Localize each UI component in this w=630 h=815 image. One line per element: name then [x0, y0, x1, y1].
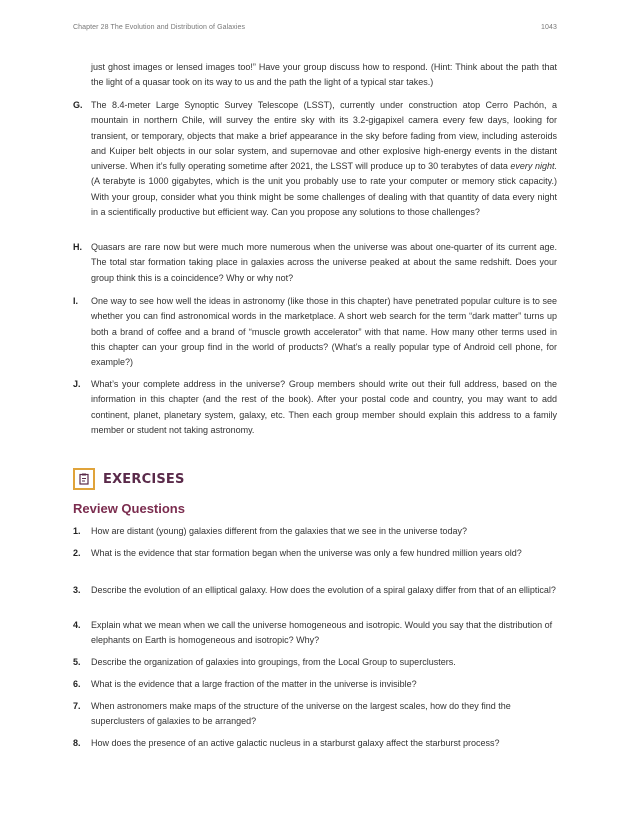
exercises-title: EXERCISES: [103, 471, 185, 487]
question-text: Describe the organization of galaxies into groupings, from the Local Group to superclusters.: [91, 657, 456, 667]
exercises-heading: [73, 468, 185, 490]
question: [73, 546, 557, 561]
activity-label: I.: [73, 296, 79, 306]
chapter-title: Chapter 28 The Evolution and Distribution of Galaxies: [73, 24, 246, 31]
question-text: When astronomers make maps of the structure of the universe on the largest scales, how do they find the superclusters of galaxies to be arranged?: [91, 701, 511, 726]
question-number: 7.: [73, 701, 81, 711]
question: [73, 699, 557, 728]
question-text: How are distant (young) galaxies different from the galaxies that we see in the universe today?: [91, 526, 468, 536]
emphasis-text: every night.: [510, 161, 557, 172]
activity-i: [73, 294, 557, 370]
activity-label: H.: [73, 242, 82, 252]
question-number: 5.: [73, 657, 81, 667]
activity-j: [73, 377, 557, 438]
question: [73, 736, 557, 751]
question: [73, 618, 557, 647]
activity-label: J.: [73, 379, 81, 389]
question-text: What is the evidence that a large fraction of the matter in the universe is invisible?: [91, 679, 417, 689]
continued-text: just ghost images or lensed images too!” Have your group discuss how to respond. (Hint: Think about the path that the light of a quasar took on its way to us and the path the light of a typical star takes.): [91, 62, 557, 88]
question-text: What is the evidence that star formation began when the universe was only a few hundred million years old?: [91, 548, 522, 558]
exercise-clipboard-icon: [73, 468, 95, 490]
page-header: [73, 24, 557, 31]
activity-label: G.: [73, 100, 83, 110]
question-text: How does the presence of an active galactic nucleus in a starburst galaxy affect the starburst process?: [91, 738, 500, 748]
page-number: 1043: [541, 24, 557, 31]
question-number: 2.: [73, 548, 81, 558]
question: [73, 677, 557, 692]
question: [73, 524, 557, 539]
question-number: 1.: [73, 526, 81, 536]
question: [73, 583, 557, 598]
review-questions-title: Review Questions: [73, 501, 185, 516]
activity-text: Quasars are rare now but were much more numerous when the universe was about one-quarter of its current age. The total star formation taking place in galaxies across the universe peaked at about the same redshift. Does your group think this is a coincidence? Why or why not?: [91, 242, 557, 283]
activity-text: The 8.4-meter Large Synoptic Survey Telescope (LSST), currently under construction atop Cerro Pachón, a mountain in northern Chile, will survey the entire sky with its 3.2-gigapixel camera every few days, looking for transient, or temporary, objects that make a brief appearance in the sky before fading from view, including asteroids and Kuiper belt objects in our solar system, and supernovae and other explosive high-energy events in the distant universe. When it’s fully operating sometime after 2021, the LSST will produce up to 30 terabytes of data every night. (A terabyte is 1000 gigabytes, which is the unit you probably use to rate your computer or memory stick capacity.) With your group, consider what you think might be some challenges of dealing with that quantity of data every night in a scientifically productive but efficient way. Can you propose any solutions to those challenges?: [91, 100, 557, 218]
question-number: 6.: [73, 679, 81, 689]
continued-paragraph: [73, 60, 557, 91]
question-text: Describe the evolution of an elliptical galaxy. How does the evolution of a spiral galaxy differ from that of an elliptical?: [91, 585, 556, 595]
question-number: 8.: [73, 738, 81, 748]
activity-g: [73, 98, 557, 220]
activity-h: [73, 240, 557, 286]
question-number: 3.: [73, 585, 81, 595]
activity-text: What’s your complete address in the universe? Group members should write out their full address, based on the information in this chapter (and the rest of the book). After your postal code and country, you may want to add continent, planet, planetary system, galaxy, etc. Then each group member should explain this address to a family member or student not taking astronomy.: [91, 379, 557, 435]
activity-text: One way to see how well the ideas in astronomy (like those in this chapter) have penetrated popular culture is to see whether you can find astronomical words in the marketplace. A short web search for the term “dark matter” turns up both a brand of coffee and a brand of “muscle growth accelerator” with that name. How many other terms used in this chapter can your group find in the world of products? (What’s a really popular type of Android cell phone, for example?): [91, 296, 557, 368]
question: [73, 655, 557, 670]
question-number: 4.: [73, 620, 81, 630]
question-text: Explain what we mean when we call the universe homogeneous and isotropic. Would you say that the distribution of elephants on Earth is homogeneous and isotropic? Why?: [91, 620, 553, 645]
